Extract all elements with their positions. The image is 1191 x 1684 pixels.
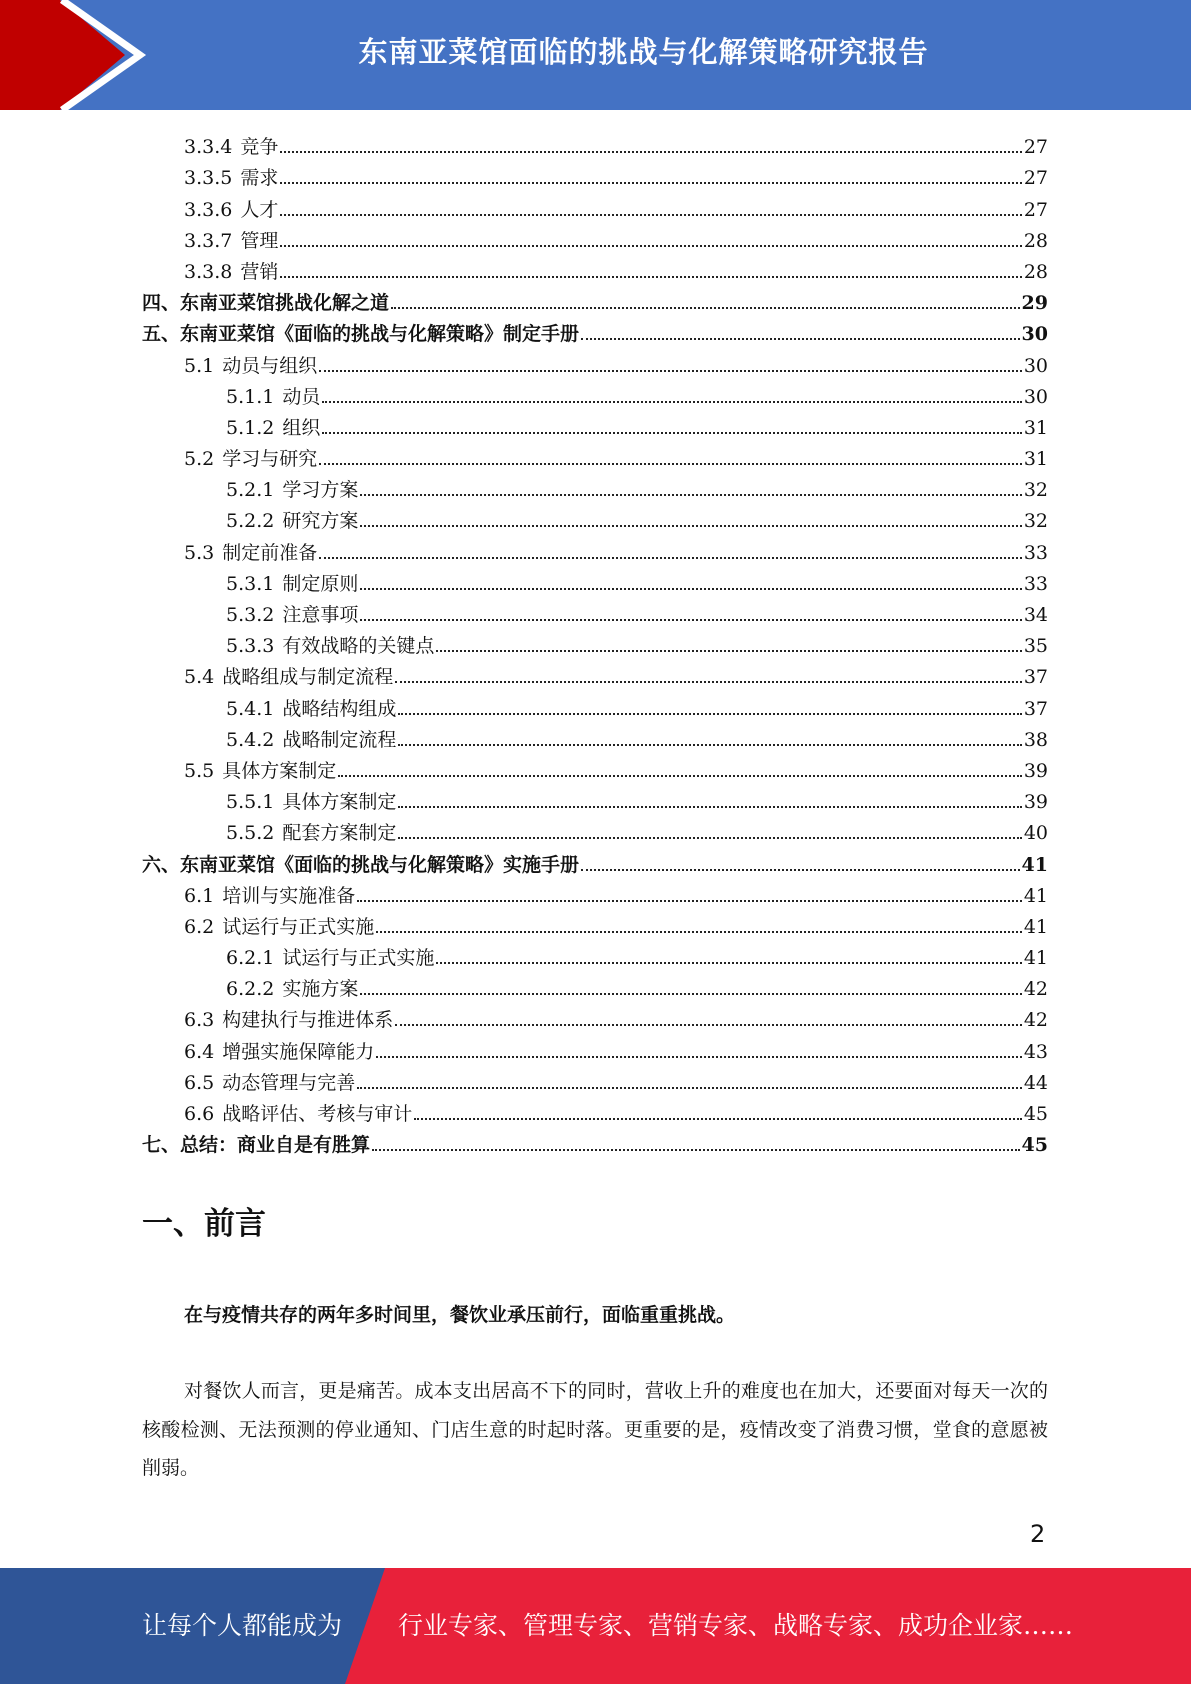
- toc-entry-title: 战略制定流程: [282, 728, 397, 751]
- toc-entry[interactable]: [142, 409, 1048, 440]
- toc-entry-page: 37: [1023, 697, 1048, 720]
- toc-leader-dots: [398, 806, 1021, 808]
- page-footer: [0, 1568, 1191, 1684]
- toc-entry-number: 6.1: [184, 884, 215, 907]
- toc-entry-page: 27: [1023, 198, 1048, 221]
- toc-entry-title: 具体方案制定: [222, 759, 337, 782]
- toc-entry[interactable]: [142, 970, 1048, 1001]
- toc-entry-number: 5.2.1: [226, 479, 275, 502]
- toc-entry-page: 42: [1023, 978, 1048, 1001]
- toc-leader-dots: [360, 619, 1021, 621]
- toc-entry-title: 组织: [282, 416, 321, 439]
- toc-leader-dots: [414, 1118, 1022, 1120]
- toc-entry-label: [184, 229, 278, 253]
- toc-entry-page: 41: [1023, 884, 1048, 907]
- toc-entry-page: 37: [1023, 666, 1048, 689]
- toc-leader-dots: [357, 1087, 1022, 1089]
- toc-entry-page: 41: [1023, 947, 1048, 970]
- toc-entry-page: 38: [1023, 728, 1048, 751]
- toc-entry-title: 制定前准备: [222, 541, 318, 564]
- toc-entry[interactable]: [142, 627, 1048, 658]
- toc-entry-title: 研究方案: [282, 510, 359, 533]
- toc-entry-label: [184, 1102, 412, 1126]
- toc-entry-label: [226, 728, 396, 752]
- toc-leader-dots: [436, 650, 1021, 652]
- toc-leader-dots: [360, 525, 1021, 527]
- toc-entry-page: 28: [1023, 229, 1048, 252]
- toc-entry-title: 学习与研究: [222, 448, 318, 471]
- toc-entry-page: 27: [1023, 136, 1048, 159]
- toc-entry[interactable]: [142, 502, 1048, 533]
- toc-entry-label: [226, 634, 434, 658]
- toc-entry-title: 需求: [240, 167, 279, 190]
- toc-entry-page: 30: [1021, 323, 1048, 346]
- toc-entry-label: [142, 853, 579, 877]
- toc-entry-page: 39: [1023, 791, 1048, 814]
- toc-entry-title: 注意事项: [282, 604, 359, 626]
- toc-entry[interactable]: [142, 752, 1048, 783]
- toc-entry-page: 31: [1023, 448, 1048, 471]
- toc-entry-number: 5.4.2: [226, 728, 275, 751]
- toc-entry-title: 动态管理与完善: [222, 1071, 356, 1094]
- toc-entry-label: [226, 385, 320, 409]
- toc-entry-page: 32: [1023, 510, 1048, 533]
- toc-leader-dots: [395, 1024, 1022, 1026]
- toc-leader-dots: [322, 432, 1021, 434]
- toc-entry-number: 6.3: [184, 1009, 215, 1032]
- toc-entry-number: 6.6: [184, 1103, 215, 1125]
- toc-entry-page: 45: [1021, 1134, 1048, 1157]
- toc-entry[interactable]: [142, 596, 1048, 627]
- toc-leader-dots: [376, 931, 1022, 933]
- toc-entry[interactable]: [142, 253, 1048, 284]
- toc-leader-dots: [319, 463, 1022, 465]
- toc-leader-dots: [376, 1056, 1022, 1058]
- toc-entry[interactable]: [142, 908, 1048, 939]
- toc-entry-title: 具体方案制定: [282, 791, 397, 814]
- toc-entry-number: 3.3.5: [184, 167, 233, 190]
- toc-entry-title: 实施方案: [282, 978, 359, 1001]
- toc-entry[interactable]: [142, 658, 1048, 689]
- toc-entry[interactable]: [142, 1001, 1048, 1032]
- body-paragraph: 对餐饮人而言，更是痛苦。成本支出居高不下的同时，营收上升的难度也在加大，还要面对每天一次的核酸检测、无法预测的停业通知、门店生意的时起时落。更重要的是，疫情改变了消费习惯，堂食的意愿被削弱。: [142, 1380, 1048, 1479]
- toc-entry-page: 30: [1023, 354, 1048, 377]
- toc-leader-dots: [581, 869, 1020, 871]
- toc-entry-page: 32: [1023, 479, 1048, 502]
- toc-leader-dots: [581, 338, 1020, 340]
- page-number: 2: [1030, 1520, 1046, 1548]
- toc-entry-page: 29: [1021, 292, 1048, 315]
- lead-sentence: 在与疫情共存的两年多时间里，餐饮业承压前行，面临重重挑战。: [184, 1304, 736, 1326]
- toc-entry-page: 33: [1023, 541, 1048, 564]
- toc-leader-dots: [280, 182, 1021, 184]
- toc-entry-label: [142, 1133, 370, 1157]
- toc-entry-title: 战略结构组成: [282, 697, 397, 720]
- toc-entry-page: 27: [1023, 167, 1048, 190]
- toc-leader-dots: [391, 307, 1020, 309]
- toc-entry-label: [226, 416, 320, 440]
- toc-entry-page: 31: [1023, 416, 1048, 439]
- toc-leader-dots: [338, 775, 1022, 777]
- toc-entry-title: 试运行与正式实施: [222, 915, 375, 938]
- toc-leader-dots: [322, 401, 1021, 403]
- toc-leader-dots: [436, 962, 1021, 964]
- toc-entry-label: [184, 541, 317, 565]
- toc-entry-page: 30: [1023, 385, 1048, 408]
- toc-entry[interactable]: [142, 1032, 1048, 1063]
- toc-entry-page: 43: [1023, 1040, 1048, 1063]
- toc-entry-label: [226, 572, 358, 596]
- toc-entry-number: 5.5.2: [226, 822, 275, 845]
- toc-entry[interactable]: [142, 222, 1048, 253]
- toc-entry[interactable]: [142, 1064, 1048, 1095]
- toc-entry-number: 5.1: [184, 354, 215, 377]
- toc-entry-label: [184, 260, 278, 284]
- toc-entry-title: 七、总结：商业自是有胜算: [142, 1134, 371, 1157]
- toc-entry-label: [184, 354, 317, 378]
- toc-entry-page: 39: [1023, 759, 1048, 782]
- toc-entry-number: 3.3.8: [184, 260, 233, 283]
- toc-entry-number: 6.2.2: [226, 978, 275, 1001]
- toc-entry[interactable]: [142, 128, 1048, 159]
- toc-entry-title: 管理: [240, 229, 279, 252]
- toc-entry-title: 六、东南亚菜馆《面临的挑战与化解策略》实施手册: [142, 853, 580, 876]
- toc-entry-title: 动员: [282, 385, 321, 408]
- toc-leader-dots: [280, 276, 1021, 278]
- toc-entry-number: 5.2: [184, 448, 215, 471]
- toc-entry[interactable]: [142, 1126, 1048, 1157]
- toc-entry-number: 5.3: [184, 541, 215, 564]
- footer-roles: 行业专家、管理专家、营销专家、战略专家、成功企业家……: [398, 1611, 1074, 1640]
- toc-entry[interactable]: [142, 159, 1048, 190]
- toc-entry-label: [184, 1008, 393, 1032]
- toc-entry-page: 28: [1023, 260, 1048, 283]
- toc-entry[interactable]: [142, 346, 1048, 377]
- toc-leader-dots: [360, 993, 1021, 995]
- document-title: 东南亚菜馆面临的挑战与化解策略研究报告: [358, 35, 929, 69]
- toc-entry-number: 5.5: [184, 759, 215, 782]
- toc-entry-page: 41: [1023, 915, 1048, 938]
- toc-leader-dots: [319, 557, 1022, 559]
- toc-entry-number: 5.4.1: [226, 697, 275, 720]
- toc-entry-page: 35: [1023, 635, 1048, 658]
- toc-entry-title: 学习方案: [282, 479, 359, 502]
- toc-entry-label: [184, 447, 317, 471]
- toc-entry-label: [226, 977, 358, 1001]
- toc-entry-title: 有效战略的关键点: [282, 635, 435, 658]
- toc-entry[interactable]: [142, 814, 1048, 845]
- toc-entry-number: 6.4: [184, 1040, 215, 1063]
- toc-entry-label: [184, 1071, 355, 1095]
- toc-entry-label: [184, 665, 393, 689]
- toc-entry-page: 45: [1023, 1103, 1048, 1125]
- toc-leader-dots: [280, 151, 1021, 153]
- toc-entry-title: 竞争: [240, 136, 279, 159]
- toc-entry[interactable]: [142, 783, 1048, 814]
- toc-leader-dots: [395, 681, 1022, 683]
- toc-entry-title: 增强实施保障能力: [222, 1040, 375, 1063]
- toc-entry-label: [226, 603, 358, 627]
- toc-entry[interactable]: [142, 1095, 1048, 1126]
- toc-entry-label: [184, 884, 355, 908]
- toc-leader-dots: [360, 588, 1021, 590]
- page-header: [0, 0, 1191, 110]
- footer-slogan: 让每个人都能成为: [142, 1611, 343, 1640]
- toc-entry-title: 配套方案制定: [282, 822, 397, 845]
- toc-entry[interactable]: [142, 845, 1048, 876]
- toc-entry-title: 五、东南亚菜馆《面临的挑战与化解策略》制定手册: [142, 323, 580, 346]
- toc-entry[interactable]: [142, 190, 1048, 221]
- toc-entry-page: 33: [1023, 572, 1048, 595]
- toc-entry[interactable]: [142, 315, 1048, 346]
- toc-entry[interactable]: [142, 284, 1048, 315]
- toc-entry-label: [226, 821, 396, 845]
- toc-entry-page: 40: [1023, 822, 1048, 845]
- toc-leader-dots: [360, 494, 1021, 496]
- toc-entry-label: [184, 1040, 374, 1064]
- toc-entry-label: [184, 759, 336, 783]
- toc-entry-number: 3.3.6: [184, 198, 233, 221]
- toc-entry-number: 5.3.3: [226, 635, 275, 658]
- toc-entry[interactable]: [142, 689, 1048, 720]
- toc-entry-page: 34: [1023, 604, 1048, 626]
- toc-entry-title: 四、东南亚菜馆挑战化解之道: [142, 292, 390, 315]
- toc-leader-dots: [398, 744, 1021, 746]
- toc-entry-number: 5.3.2: [226, 604, 275, 626]
- toc-entry-label: [184, 166, 278, 190]
- toc-entry-title: 人才: [240, 198, 279, 221]
- toc-entry-number: 6.2.1: [226, 947, 275, 970]
- table-of-contents: [142, 128, 1048, 1157]
- toc-entry-number: 5.2.2: [226, 510, 275, 533]
- toc-entry-label: [184, 915, 374, 939]
- toc-leader-dots: [357, 900, 1022, 902]
- toc-entry-label: [184, 135, 278, 159]
- toc-entry-title: 战略组成与制定流程: [222, 666, 394, 689]
- toc-entry-number: 5.5.1: [226, 791, 275, 814]
- toc-entry-number: 3.3.4: [184, 136, 233, 159]
- toc-entry-number: 5.3.1: [226, 572, 275, 595]
- toc-entry-title: 培训与实施准备: [222, 884, 356, 907]
- toc-entry-number: 3.3.7: [184, 229, 233, 252]
- toc-entry-number: 6.5: [184, 1071, 215, 1094]
- toc-entry-label: [226, 509, 358, 533]
- toc-entry[interactable]: [142, 877, 1048, 908]
- toc-entry-number: 5.1.1: [226, 385, 275, 408]
- toc-leader-dots: [319, 370, 1022, 372]
- toc-entry-title: 战略评估、考核与审计: [222, 1103, 413, 1125]
- toc-entry-title: 营销: [240, 260, 279, 283]
- toc-entry[interactable]: [142, 440, 1048, 471]
- toc-leader-dots: [398, 837, 1021, 839]
- toc-entry-number: 6.2: [184, 915, 215, 938]
- toc-entry-label: [226, 790, 396, 814]
- toc-entry-label: [142, 291, 389, 315]
- toc-entry-title: 动员与组织: [222, 354, 318, 377]
- toc-entry-number: 5.1.2: [226, 416, 275, 439]
- toc-entry-page: 41: [1021, 853, 1048, 876]
- toc-entry[interactable]: [142, 471, 1048, 502]
- toc-entry[interactable]: [142, 378, 1048, 409]
- toc-entry-title: 制定原则: [282, 572, 359, 595]
- toc-entry-title: 构建执行与推进体系: [222, 1009, 394, 1032]
- toc-leader-dots: [280, 214, 1021, 216]
- toc-entry[interactable]: [142, 533, 1048, 564]
- toc-entry-number: 5.4: [184, 666, 215, 689]
- toc-entry-page: 42: [1023, 1009, 1048, 1032]
- toc-leader-dots: [398, 713, 1021, 715]
- toc-entry-label: [226, 946, 434, 970]
- toc-entry-page: 44: [1023, 1071, 1048, 1094]
- toc-entry[interactable]: [142, 939, 1048, 970]
- toc-entry-title: 试运行与正式实施: [282, 947, 435, 970]
- toc-leader-dots: [372, 1149, 1020, 1151]
- toc-leader-dots: [280, 245, 1021, 247]
- toc-entry-label: [142, 322, 579, 346]
- section-heading: 一、前言: [142, 1206, 266, 1242]
- toc-entry-label: [226, 478, 358, 502]
- toc-entry-label: [184, 198, 278, 222]
- toc-entry[interactable]: [142, 721, 1048, 752]
- toc-entry[interactable]: [142, 565, 1048, 596]
- toc-entry-label: [226, 697, 396, 721]
